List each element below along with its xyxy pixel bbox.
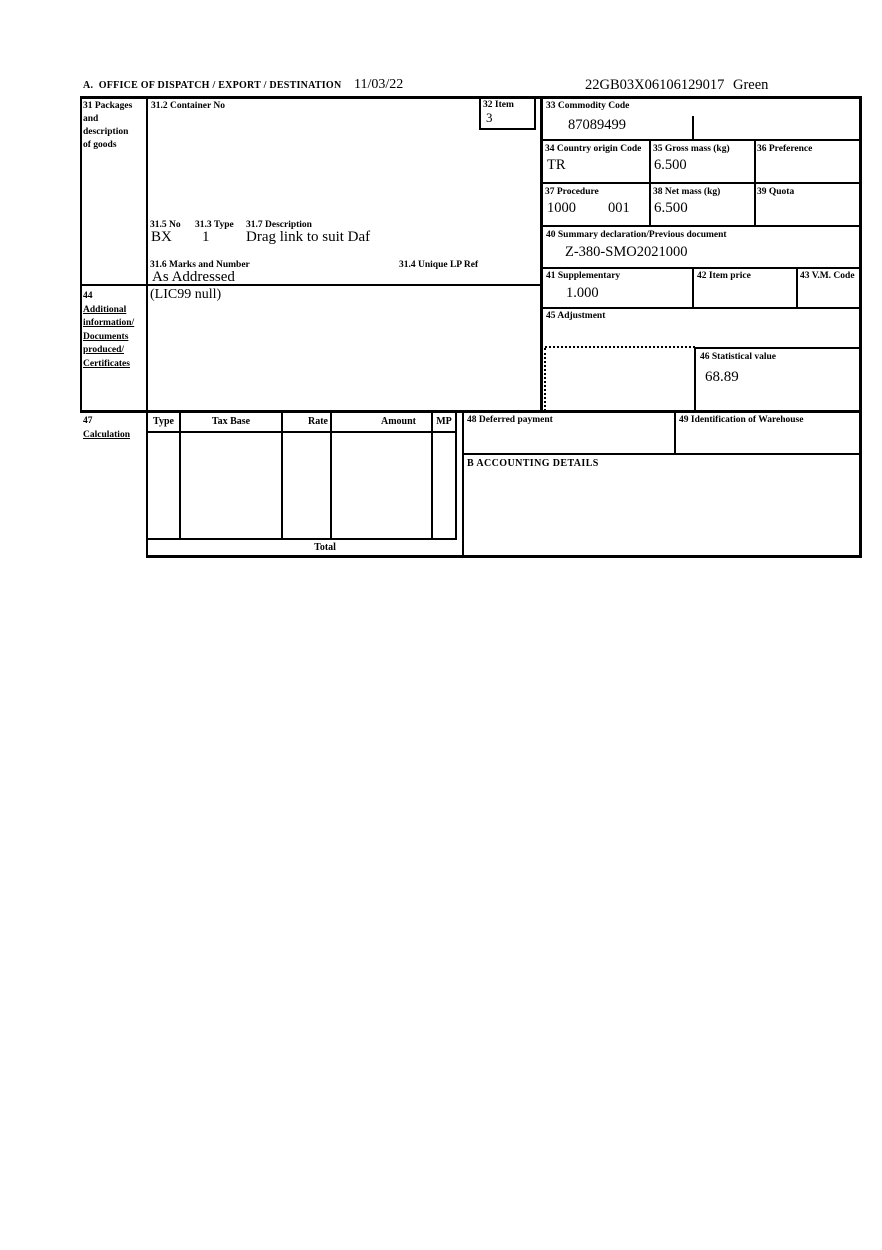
- box47-side-label: 47 Calculation: [83, 416, 130, 440]
- calc-col-mp: MP: [436, 416, 452, 427]
- border-line: [796, 268, 798, 308]
- goods-description-value: Drag link to suit Daf: [246, 229, 371, 245]
- country-origin-label: 34 Country origin Code: [545, 144, 642, 154]
- border-line: [649, 140, 651, 226]
- border-line: [479, 97, 481, 130]
- procedure-value-extra: 001: [608, 200, 630, 216]
- border-line: [80, 410, 862, 413]
- border-line: [80, 284, 542, 286]
- additional-information-value: (LIC99 null): [150, 287, 222, 302]
- border-line: [541, 307, 860, 309]
- border-line: [462, 453, 860, 455]
- routing-status: Green: [733, 77, 769, 93]
- border-line: [462, 411, 464, 557]
- border-line: [80, 97, 82, 411]
- gross-mass-label: 35 Gross mass (kg): [653, 144, 730, 154]
- box31-side-label: 31 Packages and description of goods: [83, 101, 133, 150]
- item-label: 32 Item: [483, 100, 514, 110]
- supplementary-value: 1.000: [566, 285, 599, 301]
- border-line: [674, 411, 676, 455]
- summary-declaration-value: Z-380-SMO2021000: [565, 244, 688, 260]
- item-price-label: 42 Item price: [697, 271, 751, 281]
- dotted-border-line: [545, 346, 695, 348]
- declaration-date: 11/03/22: [354, 77, 404, 92]
- net-mass-value: 6.500: [654, 200, 688, 216]
- vm-code-label: 43 V.M. Code: [800, 271, 855, 281]
- box44-side-label: 44 Additional information/ Documents produced/ Certificates: [83, 291, 135, 369]
- border-line: [541, 225, 860, 227]
- unique-lp-ref-label: 31.4 Unique LP Ref: [399, 260, 479, 270]
- border-line: [147, 538, 457, 540]
- calc-col-amount: Amount: [380, 416, 416, 427]
- calc-col-type: Type: [153, 416, 174, 427]
- procedure-label: 37 Procedure: [545, 187, 599, 197]
- border-line: [80, 96, 862, 99]
- commodity-code-label: 33 Commodity Code: [546, 101, 630, 111]
- border-line: [694, 348, 696, 411]
- marks-and-number-value: As Addressed: [152, 269, 235, 285]
- packages-no-value: BX: [151, 229, 172, 245]
- quota-label: 39 Quota: [757, 187, 795, 197]
- border-line: [694, 347, 860, 349]
- packages-no-label: 31.5 No: [150, 220, 181, 230]
- dotted-border-line: [544, 348, 546, 411]
- commodity-code-value: 87089499: [568, 117, 626, 133]
- procedure-value-main: 1000: [547, 200, 576, 216]
- border-line: [754, 140, 756, 226]
- calc-col-tax-base: Tax Base: [211, 416, 251, 427]
- deferred-payment-label: 48 Deferred payment: [467, 415, 553, 425]
- border-line: [540, 97, 543, 411]
- border-line: [146, 555, 862, 558]
- container-no-label: 31.2 Container No: [151, 101, 225, 111]
- warehouse-id-label: 49 Identification of Warehouse: [679, 415, 804, 425]
- border-line: [541, 182, 860, 184]
- border-line: [147, 431, 457, 433]
- gross-mass-value: 6.500: [654, 157, 687, 173]
- office-of-dispatch-label: A. OFFICE OF DISPATCH / EXPORT / DESTINATION: [83, 80, 342, 91]
- packages-type-label: 31.3 Type: [195, 220, 234, 230]
- preference-label: 36 Preference: [757, 144, 813, 154]
- net-mass-label: 38 Net mass (kg): [653, 187, 721, 197]
- border-line: [859, 97, 862, 558]
- marks-and-number-label: 31.6 Marks and Number: [150, 260, 250, 270]
- calc-total-label: Total: [314, 542, 336, 553]
- border-line: [146, 97, 148, 557]
- calc-col-rate: Rate: [308, 416, 328, 427]
- supplementary-label: 41 Supplementary: [546, 271, 621, 281]
- border-line: [692, 116, 694, 140]
- border-line: [479, 128, 536, 130]
- movement-reference-number: 22GB03X06106129017: [585, 77, 725, 93]
- item-number-value: 3: [486, 110, 493, 125]
- border-line: [541, 267, 860, 269]
- adjustment-label: 45 Adjustment: [546, 311, 606, 321]
- packages-type-value: 1: [202, 229, 210, 245]
- border-line: [541, 139, 860, 141]
- summary-declaration-label: 40 Summary declaration/Previous document: [546, 230, 727, 240]
- statistical-value-label: 46 Statistical value: [700, 352, 776, 362]
- accounting-details-label: B ACCOUNTING DETAILS: [467, 458, 599, 469]
- statistical-value: 68.89: [705, 369, 739, 385]
- country-origin-value: TR: [547, 157, 566, 173]
- border-line: [534, 97, 536, 130]
- border-line: [692, 268, 694, 308]
- goods-description-label: 31.7 Description: [246, 220, 312, 230]
